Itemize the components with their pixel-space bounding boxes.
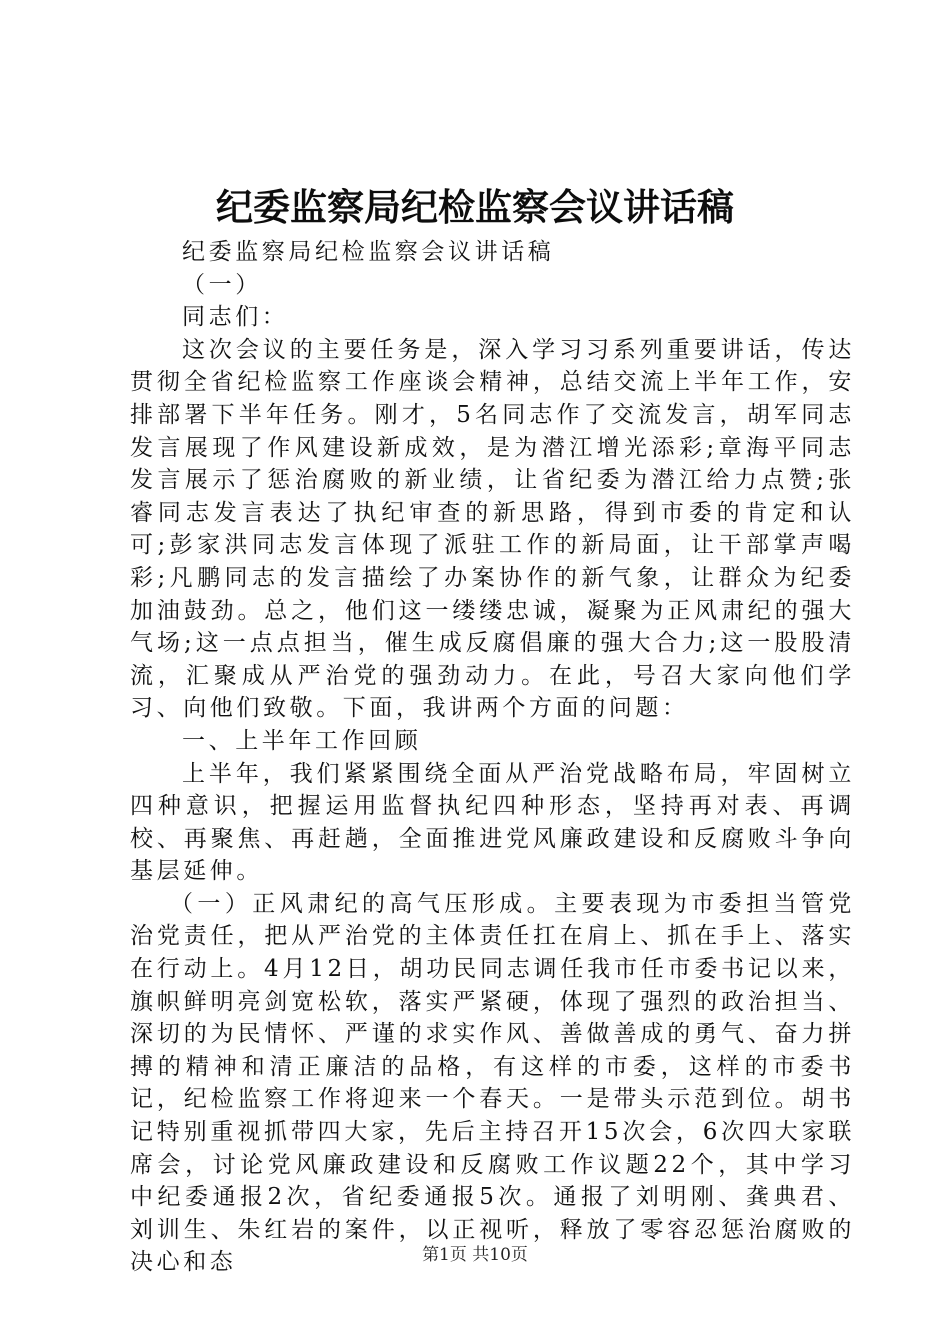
document-title: 纪委监察局纪检监察会议讲话稿 — [216, 186, 734, 229]
document-body — [130, 236, 855, 1279]
section-heading: 一、上半年工作回顾 — [182, 727, 422, 754]
salutation: 同志们： — [182, 304, 289, 331]
section-marker: （一） — [182, 271, 262, 298]
body-paragraph: 上半年，我们紧紧围绕全面从严治党战略布局，牢固树立四种意识，把握运用监督执纪四种形态，坚持再对表、再调校、再聚焦、再赶趟，全面推进党风廉政建设和反腐败斗争向基层延伸。 — [130, 760, 855, 885]
subtitle-paragraph: 纪委监察局纪检监察会议讲话稿 — [182, 239, 555, 265]
page-number: 第1页 共10页 — [422, 1245, 528, 1265]
body-paragraph: （一）正风肃纪的高气压形成。主要表现为市委担当管党治党责任，把从严治党的主体责任扛在肩上、抓在手上、落实在行动上。4月12日，胡功民同志调任我市任市委书记以来，旗帜鲜明亮剑宽松软，落实严紧硬，体现了强烈的政治担当、深切的为民情怀、严谨的求实作风、善做善成的勇气、奋力拼搏的精神和清正廉洁的品格，有这样的市委，这样的市委书记，纪检监察工作将迎来一个春天。一是带头示范到位。胡书记特别重视抓带四大家，先后主持召开15次会，6次四大家联席会，讨论党风廉政建设和反腐败工作议题22个，其中学习中纪委通报2次，省纪委通报5次。通报了刘明刚、龚典君、刘训生、朱红岩的案件，以正视听，释放了零容忍惩治腐败的决心和态 — [130, 890, 855, 1276]
body-paragraph: 这次会议的主要任务是，深入学习习系列重要讲话，传达贯彻全省纪检监察工作座谈会精神，总结交流上半年工作，安排部署下半年任务。刚才，5名同志作了交流发言，胡军同志发言展现了作风建设新成效，是为潜江增光添彩;章海平同志发言展示了惩治腐败的新业绩，让省纪委为潜江给力点赞;张睿同志发言表达了执纪审查的新思路，得到市委的肯定和认可;彭家洪同志发言体现了派驻工作的新局面，让干部掌声喝彩;凡鹏同志的发言描绘了办案协作的新气象，让群众为纪委加油鼓劲。总之，他们这一缕缕忠诚，凝聚为正风肃纪的强大气场;这一点点担当，催生成反腐倡廉的强大合力;这一股股清流，汇聚成从严治党的强劲动力。在此，号召大家向他们学习、向他们致敬。下面，我讲两个方面的问题： — [130, 336, 855, 722]
